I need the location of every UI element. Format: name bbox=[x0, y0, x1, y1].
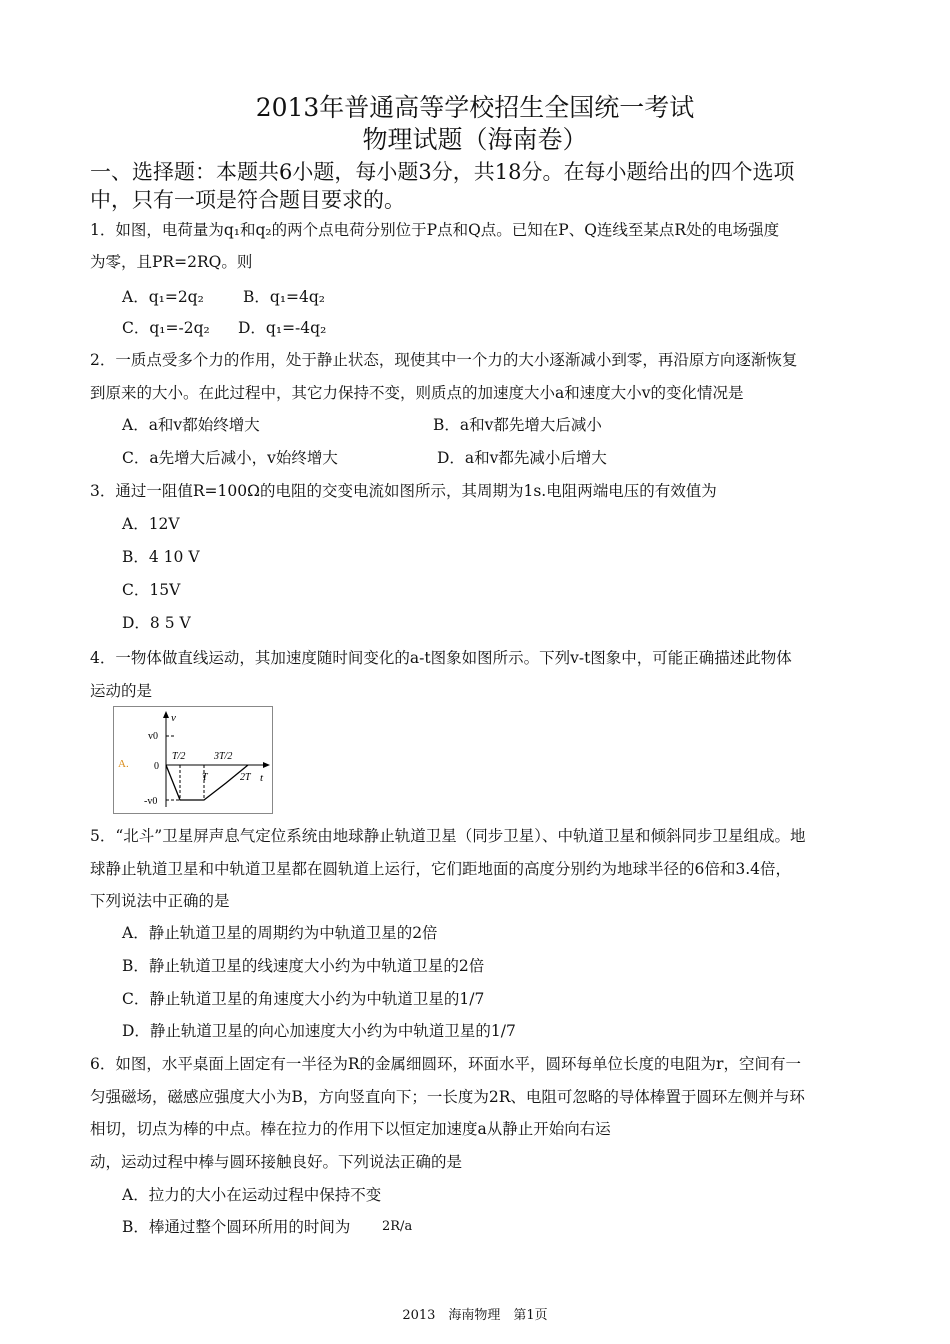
q2-option-b: B．a和v都先增大后减小 bbox=[433, 416, 602, 434]
q1-option-d: D．q₁=-4q₂ bbox=[238, 319, 327, 337]
section-heading-line1: 一、选择题：本题共6小题，每小题3分，共18分。在每小题给出的四个选项 bbox=[90, 160, 795, 184]
q6-text-line1: 6．如图，水平桌面上固定有一半径为R的金属细圆环，环面水平，圆环每单位长度的电阻为r，空间有一 bbox=[90, 1055, 801, 1073]
exam-subtitle: 物理试题（海南卷） bbox=[362, 125, 588, 154]
q3-option-c: C．15V bbox=[122, 581, 181, 599]
q1-text-line1: 1．如图，电荷量为q₁和q₂的两个点电荷分别位于P点和Q点。已知在P、Q连线至某点R处的电场强度 bbox=[90, 221, 780, 239]
q2-option-c: C．a先增大后减小，v始终增大 bbox=[122, 449, 338, 467]
tick-t-half: T/2 bbox=[172, 751, 186, 762]
q2-option-a: A．a和v都始终增大 bbox=[122, 416, 260, 434]
q5-text-line2: 球静止轨道卫星和中轨道卫星都在圆轨道上运行，它们距地面的高度分别约为地球半径的6倍和3.4倍， bbox=[90, 860, 792, 878]
q2-text-line2: 到原来的大小。在此过程中，其它力保持不变，则质点的加速度大小a和速度大小v的变化情况是 bbox=[90, 384, 744, 402]
q5-option-d: D．静止轨道卫星的向心加速度大小约为中轨道卫星的1/7 bbox=[122, 1022, 516, 1040]
v-axis-label: v bbox=[171, 712, 176, 724]
q4-text-line1: 4．一物体做直线运动，其加速度随时间变化的a-t图象如图所示。下列v-t图象中，可能正确描述此物体 bbox=[90, 649, 792, 667]
q1-text-line2: 为零，且PR=2RQ。则 bbox=[90, 253, 253, 271]
t-axis-arrow-icon bbox=[263, 762, 270, 768]
section-heading-line2: 中，只有一项是符合题目要求的。 bbox=[90, 188, 405, 212]
q4-option-a-vt-graph bbox=[113, 706, 273, 814]
q5-option-b: B．静止轨道卫星的线速度大小约为中轨道卫星的2倍 bbox=[122, 957, 485, 975]
neg-v0-label: -v0 bbox=[144, 796, 158, 807]
q6-option-b: B．棒通过整个圆环所用的时间为 bbox=[122, 1218, 351, 1236]
q6-text-line2: 匀强磁场，磁感应强度大小为B，方向竖直向下；一长度为2R、电阻可忽略的导体棒置于圆环左侧并与环 bbox=[90, 1088, 805, 1106]
exam-title: 2013年普通高等学校招生全国统一考试 bbox=[255, 93, 695, 122]
q3-option-a: A．12V bbox=[122, 515, 180, 533]
q1-option-a: A．q₁=2q₂ bbox=[122, 288, 204, 306]
v0-label: v0 bbox=[148, 731, 158, 742]
graph-option-label: A. bbox=[118, 758, 129, 770]
t-axis-label: t bbox=[260, 772, 264, 784]
q3-option-b: B．4 10 V bbox=[122, 548, 200, 566]
q2-option-d: D．a和v都先减小后增大 bbox=[437, 449, 607, 467]
vt-graph-svg bbox=[114, 707, 272, 813]
q6-option-b-formula: 2R/a bbox=[382, 1219, 413, 1234]
tick-t: T bbox=[202, 772, 208, 783]
q5-option-c: C．静止轨道卫星的角速度大小约为中轨道卫星的1/7 bbox=[122, 990, 485, 1008]
q1-option-c: C．q₁=-2q₂ bbox=[122, 319, 210, 337]
tick-2t: 2T bbox=[240, 772, 251, 783]
q2-text-line1: 2．一质点受多个力的作用，处于静止状态，现使其中一个力的大小逐渐减小到零，再沿原方向逐渐恢复 bbox=[90, 351, 798, 369]
q6-option-a: A．拉力的大小在运动过程中保持不变 bbox=[122, 1186, 382, 1204]
q6-text-line3: 相切，切点为棒的中点。棒在拉力的作用下以恒定加速度a从静止开始向右运 bbox=[90, 1120, 611, 1138]
q4-text-line2: 运动的是 bbox=[90, 682, 153, 700]
q5-text-line3: 下列说法中正确的是 bbox=[90, 892, 230, 910]
v-axis-arrow-icon bbox=[163, 711, 169, 718]
q3-text-line1: 3．通过一阻值R=100Ω的电阻的交变电流如图所示，其周期为1s.电阻两端电压的有效值为 bbox=[90, 482, 717, 500]
q3-option-d: D．8 5 V bbox=[122, 614, 191, 632]
page-footer: 2013 海南物理 第1页 bbox=[402, 1308, 548, 1323]
tick-3t-half: 3T/2 bbox=[214, 751, 233, 762]
q5-text-line1: 5．“北斗”卫星屏声息气定位系统由地球静止轨道卫星（同步卫星）、中轨道卫星和倾斜同步卫星组成。地 bbox=[90, 827, 806, 845]
origin-label: 0 bbox=[154, 761, 159, 772]
q5-option-a: A．静止轨道卫星的周期约为中轨道卫星的2倍 bbox=[122, 924, 438, 942]
q1-option-b: B．q₁=4q₂ bbox=[243, 288, 326, 306]
q6-text-line4: 动，运动过程中棒与圆环接触良好。下列说法正确的是 bbox=[90, 1153, 463, 1171]
